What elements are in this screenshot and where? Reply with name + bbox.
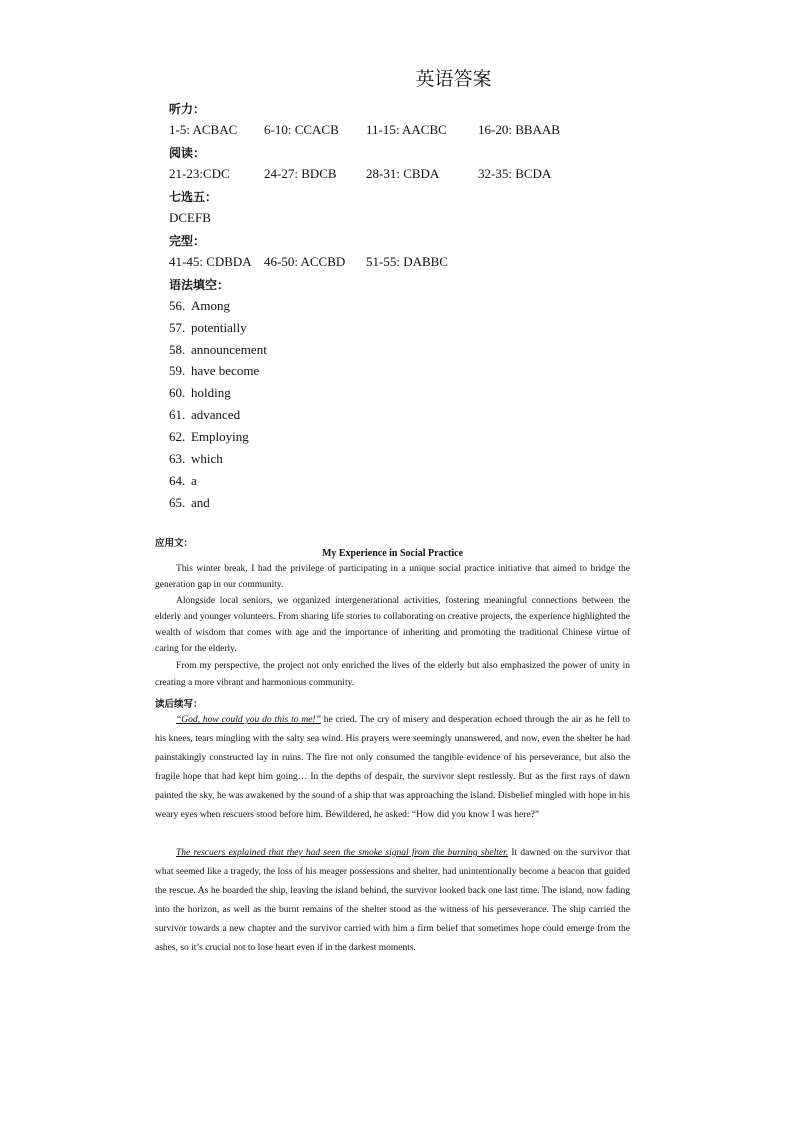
essay-paragraph: This winter break, I had the privilege of participating in a unique social practice initiative that aimed to bridge the generation gap in our community.: [155, 564, 630, 590]
answer-group: 6-10: CCACB: [264, 122, 339, 137]
grammar-fill-item: [169, 495, 210, 511]
item-number: 61.: [169, 407, 186, 422]
given-opening-sentence: The rescuers explained that they had seen the smoke signal from the burning shelter.: [176, 848, 509, 858]
grammar-fill-item: [169, 429, 249, 445]
story-paragraph: [155, 711, 630, 825]
seven-choose-five-heading: 七选五：: [169, 190, 218, 204]
paragraph-body: It dawned on the survivor that what seemed like a tragedy, the loss of his meager possessions and shelter, had unintentionally become a beacon that guided the rescue. As he boarded the ship, leaving the island behind, the survivor looked back one last time. The island, now fading into the horizon, as well as the burnt remains of the shelter stood as the witness of his perseverance. The ship carried the survivor towards a new chapter and the survivor carried with him a firm belief that sometimes hope could emerge from the ashes, so it’s crucial not to lose heart even if in the darkest moments.: [155, 848, 630, 953]
answer-group: 16-20: BBAAB: [478, 122, 560, 137]
item-number: 56.: [169, 298, 186, 313]
item-answer: have become: [191, 363, 260, 378]
answer-group: 11-15: AACBC: [366, 122, 447, 137]
item-number: 59.: [169, 363, 186, 378]
answer-group: 24-27: BDCB: [264, 166, 337, 181]
grammar-fill-item: [169, 473, 197, 489]
answer-group: 46-50: ACCBD: [264, 254, 346, 269]
reading-heading: 阅读：: [169, 146, 206, 160]
grammar-fill-item: [169, 407, 240, 423]
item-number: 57.: [169, 320, 186, 335]
item-answer: a: [191, 473, 197, 488]
grammar-fill-item: [169, 451, 223, 467]
paragraph-body: he cried. The cry of misery and desperation echoed through the air as he fell to his knees, tears mingling with the salty sea wind. His prayers were seemingly unanswered, and now, even the shelter he had painstakingly constructed lay in ruins. The fire not only consumed the tangible evidence of his perseverance, but also the fragile hope that had kept him going… In the depths of despair, the survivor slept restlessly. But as the first rays of dawn painted the sky, he was awakened by the sound of a ship that was approaching the island. Disbelief mingled with hope in his weary eyes when rescuers stood before him. Bewildered, he asked: “How did you know I was here?”: [155, 715, 630, 820]
answer-group: 51-55: DABBC: [366, 254, 448, 269]
item-answer: which: [191, 451, 223, 466]
story-paragraph: [155, 844, 630, 958]
answer-group: DCEFB: [169, 210, 211, 225]
listening-heading: 听力：: [169, 102, 206, 116]
grammar-fill-item: [169, 298, 230, 314]
essay-title: My Experience in Social Practice: [321, 548, 464, 559]
item-number: 58.: [169, 342, 186, 357]
item-answer: and: [191, 495, 210, 510]
given-opening-sentence: “God, how could you do this to me!”: [176, 715, 321, 725]
item-number: 62.: [169, 429, 186, 444]
answer-group: 32-35: BCDA: [478, 166, 552, 181]
essay-paragraph: Alongside local seniors, we organized intergenerational activities, fostering meaningful connections between the elderly and younger volunteers. From sharing life stories to collaborating on creative projects, the experience highlighted the wealth of wisdom that comes with age and the importance of inheriting and promoting the traditional Chinese virtue of caring for the elderly.: [155, 596, 630, 654]
item-answer: advanced: [191, 407, 241, 422]
answer-group: 21-23:CDC: [169, 166, 230, 181]
item-answer: Employing: [191, 429, 249, 444]
item-number: 64.: [169, 473, 186, 488]
answer-group: 41-45: CDBDA: [169, 254, 252, 269]
practical-writing-heading: 应用文：: [155, 538, 194, 549]
grammar-fill-item: [169, 363, 259, 379]
grammar-fill-item: [169, 320, 247, 336]
answer-group: 28-31: CBDA: [366, 166, 440, 181]
cloze-heading: 完型：: [169, 234, 206, 248]
grammar-fill-item: [169, 342, 267, 358]
item-answer: holding: [191, 385, 231, 400]
item-answer: Among: [191, 298, 230, 313]
grammar-fill-item: [169, 385, 231, 401]
item-answer: potentially: [191, 320, 247, 335]
page-title: 英语答案: [415, 68, 492, 90]
item-number: 60.: [169, 385, 186, 400]
item-answer: announcement: [191, 342, 267, 357]
grammar-fill-heading: 语法填空：: [169, 278, 230, 292]
item-number: 65.: [169, 495, 186, 510]
item-number: 63.: [169, 451, 186, 466]
essay-paragraph: From my perspective, the project not only enriched the lives of the elderly but also emphasized the power of unity in creating a more vibrant and harmonious community.: [155, 661, 630, 688]
answer-group: 1-5: ACBAC: [169, 122, 238, 137]
continuation-writing-heading: 读后续写：: [155, 699, 203, 710]
